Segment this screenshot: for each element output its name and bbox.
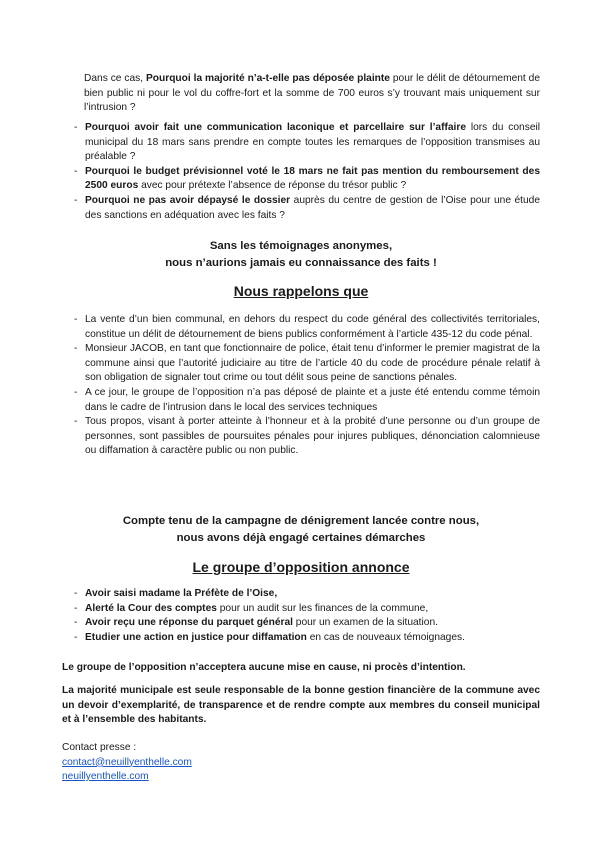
statement-no-accusation: Le groupe de l’opposition n’acceptera aucune mise en cause, ni procès d’intention. bbox=[62, 662, 466, 673]
website-link[interactable]: neuillyenthelle.com bbox=[62, 771, 149, 783]
question-text: lors du conseil municipal du 18 mars sans prendre en compte toutes les remarques de l’opposition transmises au préalable ? bbox=[85, 122, 541, 163]
annonce-text: en cas de nouveaux témoignages. bbox=[306, 631, 465, 643]
list-item bbox=[73, 602, 540, 617]
intro-text-a: Dans ce cas, bbox=[84, 73, 146, 84]
section-heading-rappel: Nous rappelons que bbox=[233, 283, 369, 299]
annonce-bold: Avoir reçu une réponse du parquet général bbox=[85, 617, 293, 629]
intro-paragraph bbox=[84, 72, 540, 116]
annonce-text: pour un examen de la situation. bbox=[292, 617, 438, 629]
list-item: - Tous propos, visant à porter atteinte à l’honneur et à la probité d’une personne ou d’un groupe de personnes, sont passibles de poursuites pénales pour injures publiques, dénonciation calomnieuse ou diffamation à caractère public ou non public. bbox=[73, 415, 540, 459]
list-item: - A ce jour, le groupe de l’opposition n’a pas déposé de plainte et a juste été entendu comme témoin dans le cadre de l’intrusion dans le local des services techniques bbox=[73, 386, 540, 415]
question-bold: Pourquoi le budget prévisionnel voté le 18 mars ne fait pas mention du remboursement des 2500 euros bbox=[85, 165, 540, 192]
intro-text-c: pour le délit de détournement de bien public ni pour le vol du coffre-fort et la somme de 700 euros s’y trouvant mais uniquement sur l’intrusion ? bbox=[84, 73, 540, 114]
list-item: - La vente d’un bien communal, en dehors du respect du code général des collectivités territoriales, constitue un délit de détournement de biens publics conformément à l’article 435-12 du code pénal. bbox=[73, 313, 540, 342]
section-heading-annonce: Le groupe d’opposition annonce bbox=[192, 559, 410, 575]
subtitle-line: nous avons déjà engagé certaines démarches bbox=[176, 532, 426, 544]
statement-majority-responsibility: La majorité municipale est seule responsable de la bonne gestion financière de la commune avec un devoir d’exemplarité, de transparence et de rendre compte aux membres du conseil municipal et à l’ensemble des habitants. bbox=[62, 685, 540, 726]
subtitle-line: Sans les témoignages anonymes, bbox=[209, 240, 393, 252]
list-item bbox=[73, 587, 540, 602]
list-item bbox=[73, 121, 540, 165]
annonce-bold: Etudier une action en justice pour diffamation bbox=[85, 631, 307, 643]
contact-email-link[interactable]: contact@neuillyenthelle.com bbox=[62, 756, 192, 768]
question-bold: Pourquoi avoir fait une communication laconique et parcellaire sur l’affaire bbox=[85, 122, 467, 133]
subtitle-campaign bbox=[62, 513, 540, 547]
contact-block bbox=[62, 741, 540, 785]
list-item bbox=[73, 616, 540, 631]
subtitle-line: Compte tenu de la campagne de dénigrement lancée contre nous, bbox=[122, 515, 480, 527]
question-text: auprès du centre de gestion de l’Oise pour une étude des sanctions en adéquation avec les faits ? bbox=[85, 194, 541, 221]
questions-list bbox=[73, 121, 540, 223]
question-text: avec pour prétexte l’absence de réponse du trésor public ? bbox=[138, 180, 407, 192]
annonce-list bbox=[73, 587, 540, 645]
annonce-bold: Avoir saisi madame la Préfète de l’Oise, bbox=[85, 588, 278, 599]
rappel-list bbox=[73, 313, 540, 459]
list-item bbox=[73, 165, 540, 194]
question-bold: Pourquoi ne pas avoir dépaysé le dossier bbox=[85, 194, 291, 206]
contact-label: Contact presse : bbox=[62, 742, 137, 753]
list-item bbox=[73, 194, 540, 223]
subtitle-line: nous n’aurions jamais eu connaissance des faits ! bbox=[165, 257, 437, 269]
list-item bbox=[73, 631, 540, 646]
list-item: - Monsieur JACOB, en tant que fonctionnaire de police, était tenu d’informer le premier magistrat de la commune ainsi que l’autorité judiciaire au titre de l’article 40 du code de procédure pénale relatif à son obligation de signaler tout crime ou tout délit sous peine de sanctions pénales. bbox=[73, 342, 540, 386]
subtitle-testimonies bbox=[62, 238, 540, 272]
annonce-text: pour un audit sur les finances de la commune, bbox=[216, 602, 429, 614]
annonce-bold: Alerté la Cour des comptes bbox=[85, 602, 217, 614]
intro-text-bold: Pourquoi la majorité n’a-t-elle pas déposée plainte bbox=[145, 73, 390, 84]
